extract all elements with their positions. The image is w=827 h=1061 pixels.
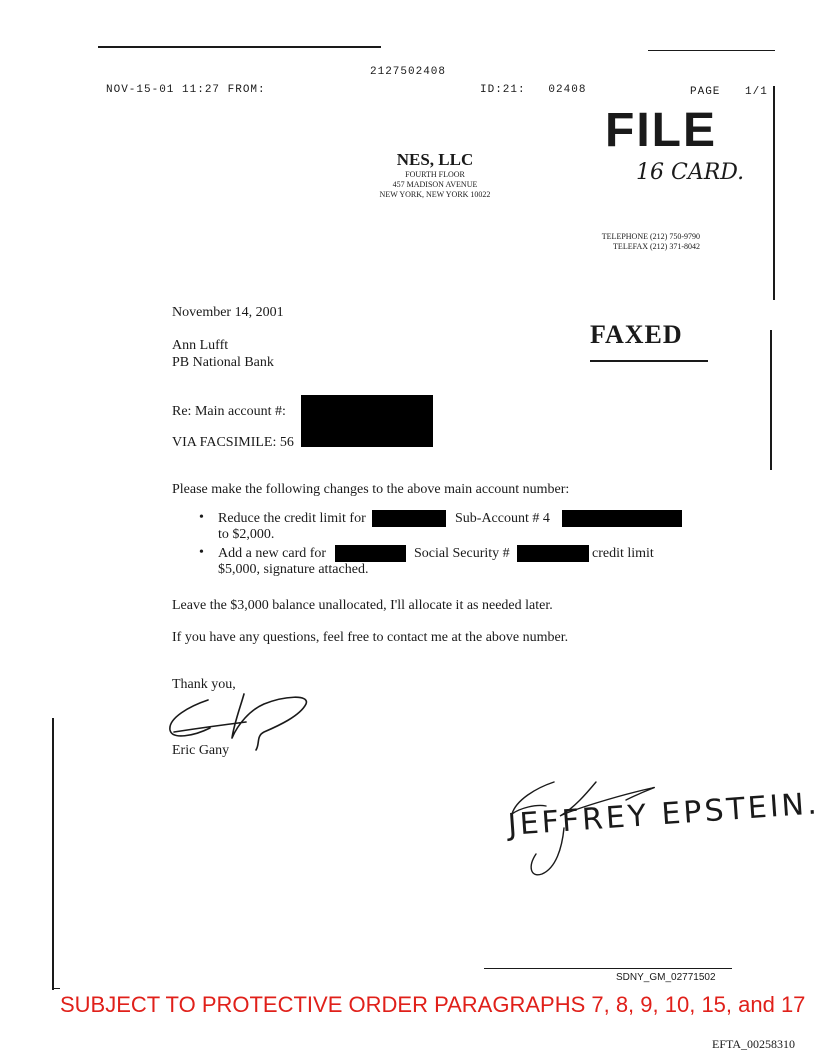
bullet-dot-2: •	[199, 545, 204, 560]
faxed-stamp: FAXED	[590, 320, 683, 349]
redaction-bullet-2-ssn	[517, 545, 589, 562]
right-margin-line-upper	[773, 86, 775, 300]
efta-number: EFTA_00258310	[712, 1037, 796, 1051]
company-floor: FOURTH FLOOR	[405, 170, 465, 179]
letter-date: November 14, 2001	[172, 305, 284, 320]
top-rule-left	[98, 46, 381, 48]
bullet-2-text-a: Add a new card for	[218, 546, 327, 561]
bullet-2-text-b: Social Security #	[414, 546, 510, 561]
fax-page-value: 1/1	[745, 86, 768, 98]
recipient-name: Ann Lufft	[172, 338, 229, 353]
redaction-bullet-1-subaccount	[562, 510, 682, 527]
recipient-org: PB National Bank	[172, 355, 274, 370]
redaction-bullet-1-name	[372, 510, 446, 527]
left-margin-foot	[52, 988, 60, 989]
contact-note: If you have any questions, feel free to contact me at the above number.	[172, 630, 569, 645]
company-telephone: TELEPHONE (212) 750-9790	[601, 232, 700, 241]
fax-phone-number: 2127502408	[370, 66, 447, 78]
closing: Thank you,	[172, 677, 236, 692]
company-name: NES, LLC	[396, 150, 474, 169]
bullet-dot-1: •	[199, 510, 204, 525]
fax-page-label: PAGE	[690, 86, 721, 98]
balance-note: Leave the $3,000 balance unallocated, I'll allocate it as needed later.	[172, 598, 553, 613]
intro-paragraph: Please make the following changes to the above main account number:	[172, 482, 570, 497]
jeffrey-epstein-signature-text: JEFFREY EPSTEIN.	[506, 786, 821, 843]
contact-block	[560, 232, 700, 252]
fax-date-time: NOV-15-01 11:27 FROM:	[106, 84, 266, 96]
letterhead	[350, 150, 520, 200]
company-telefax: TELEFAX (212) 371-8042	[613, 242, 700, 251]
fax-id: ID:21: 02408	[480, 84, 587, 96]
via-facsimile-label: VIA FACSIMILE: 56	[172, 435, 294, 450]
company-street: 457 MADISON AVENUE	[392, 180, 478, 189]
bates-rule	[484, 968, 732, 969]
bates-number: SDNY_GM_02771502	[616, 972, 716, 983]
redaction-account-block	[301, 395, 433, 447]
company-city: NEW YORK, NEW YORK 10022	[379, 190, 491, 199]
bullet-2-text-c: credit limit	[592, 546, 654, 561]
top-rule-right	[648, 50, 775, 51]
re-label: Re: Main account #:	[172, 404, 286, 419]
bullet-1-text-b: Sub-Account # 4	[455, 511, 550, 526]
bullet-1-text-a: Reduce the credit limit for	[218, 511, 366, 526]
signer-name: Eric Gany	[172, 743, 230, 758]
protective-order-notice: SUBJECT TO PROTECTIVE ORDER PARAGRAPHS 7, 8, 9, 10, 15, and 17	[60, 992, 806, 1017]
redaction-bullet-2-name	[335, 545, 406, 562]
bullet-1-line-2: to $2,000.	[218, 527, 275, 542]
bullet-2-line-2: $5,000, signature attached.	[218, 562, 369, 577]
left-margin-line	[52, 718, 54, 990]
right-margin-line-lower	[770, 330, 772, 470]
file-stamp: FILE	[605, 104, 717, 157]
faxed-underline	[590, 360, 708, 362]
file-handwritten-note: 16 CARD.	[636, 160, 745, 185]
